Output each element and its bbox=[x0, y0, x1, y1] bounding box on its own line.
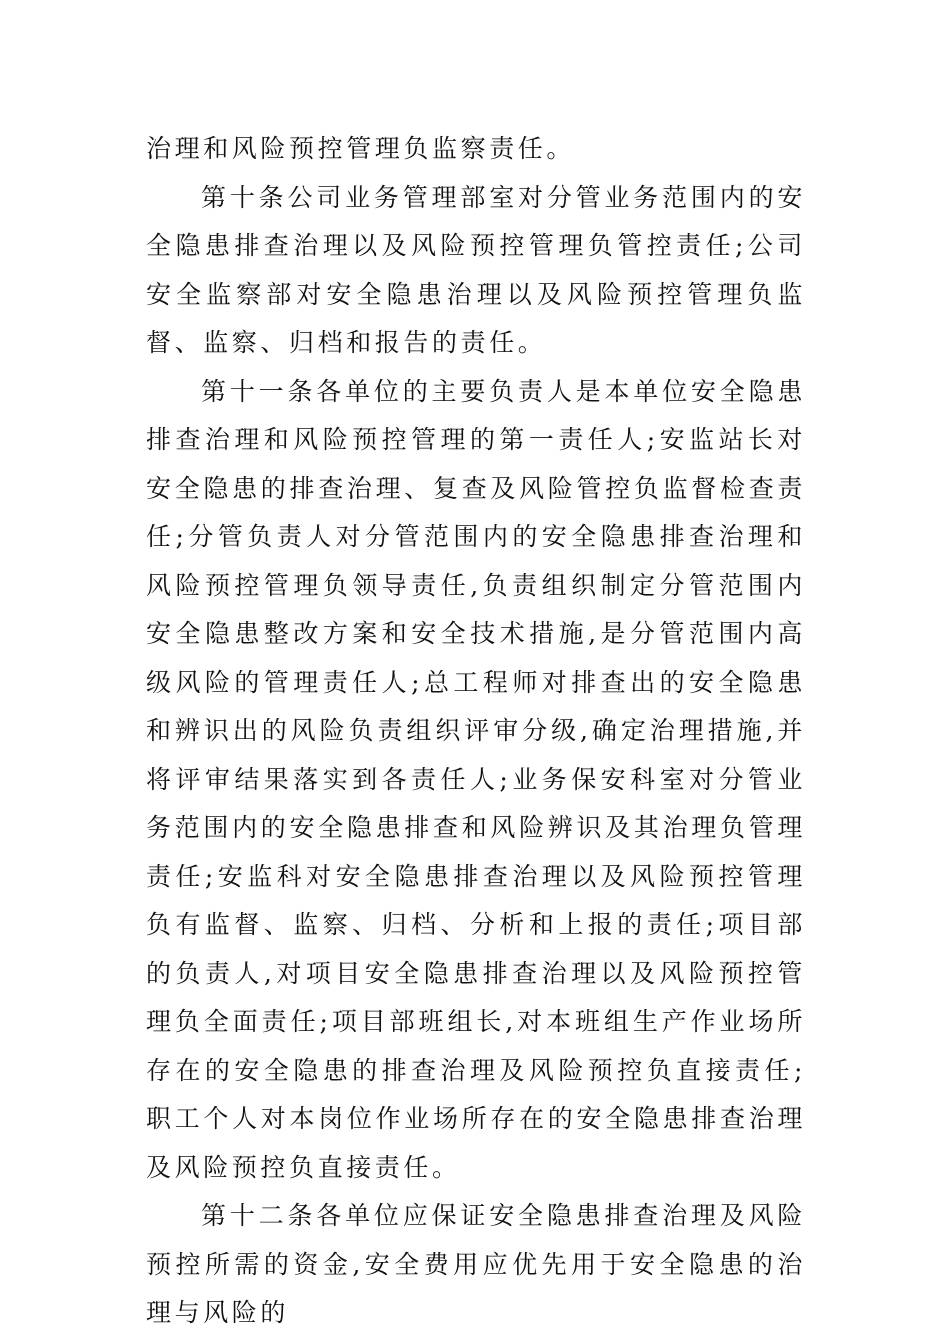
paragraph-article-11: 第十一条各单位的主要负责人是本单位安全隐患排查治理和风险预控管理的第一责任人;安监站长对安全隐患的排查治理、复查及风险管控负监督检查责任;分管负责人对分管范围内的安全隐患排查治理和风险预控管理负领导责任,负责组织制定分管范围内安全隐患整改方案和安全技术措施,是分管范围内高级风险的管理责任人;总工程师对排查出的安全隐患和辨识出的风险负责组织评审分级,确定治理措施,并将评审结果落实到各责任人;业务保安科室对分管业务范围内的安全隐患排查和风险辨识及其治理负管理责任;安监科对安全隐患排查治理以及风险预控管理负有监督、监察、归档、分析和上报的责任;项目部的负责人,对项目安全隐患排查治理以及风险预控管理负全面责任;项目部班组长,对本班组生产作业场所存在的安全隐患的排查治理及风险预控负直接责任;职工个人对本岗位作业场所存在的安全隐患排查治理及风险预控负直接责任。 bbox=[146, 376, 806, 1182]
paragraph-continuation: 治理和风险预控管理负监察责任。 bbox=[146, 134, 576, 163]
document-body bbox=[146, 125, 806, 1338]
paragraph-article-10: 第十条公司业务管理部室对分管业务范围内的安全隐患排查治理以及风险预控管理负管控责任;公司安全监察部对安全隐患治理以及风险预控管理负监督、监察、归档和报告的责任。 bbox=[146, 182, 806, 357]
paragraph-article-12: 第十二条各单位应保证安全隐患排查治理及风险预控所需的资金,安全费用应优先用于安全隐患的治理与风险的 bbox=[146, 1201, 806, 1327]
